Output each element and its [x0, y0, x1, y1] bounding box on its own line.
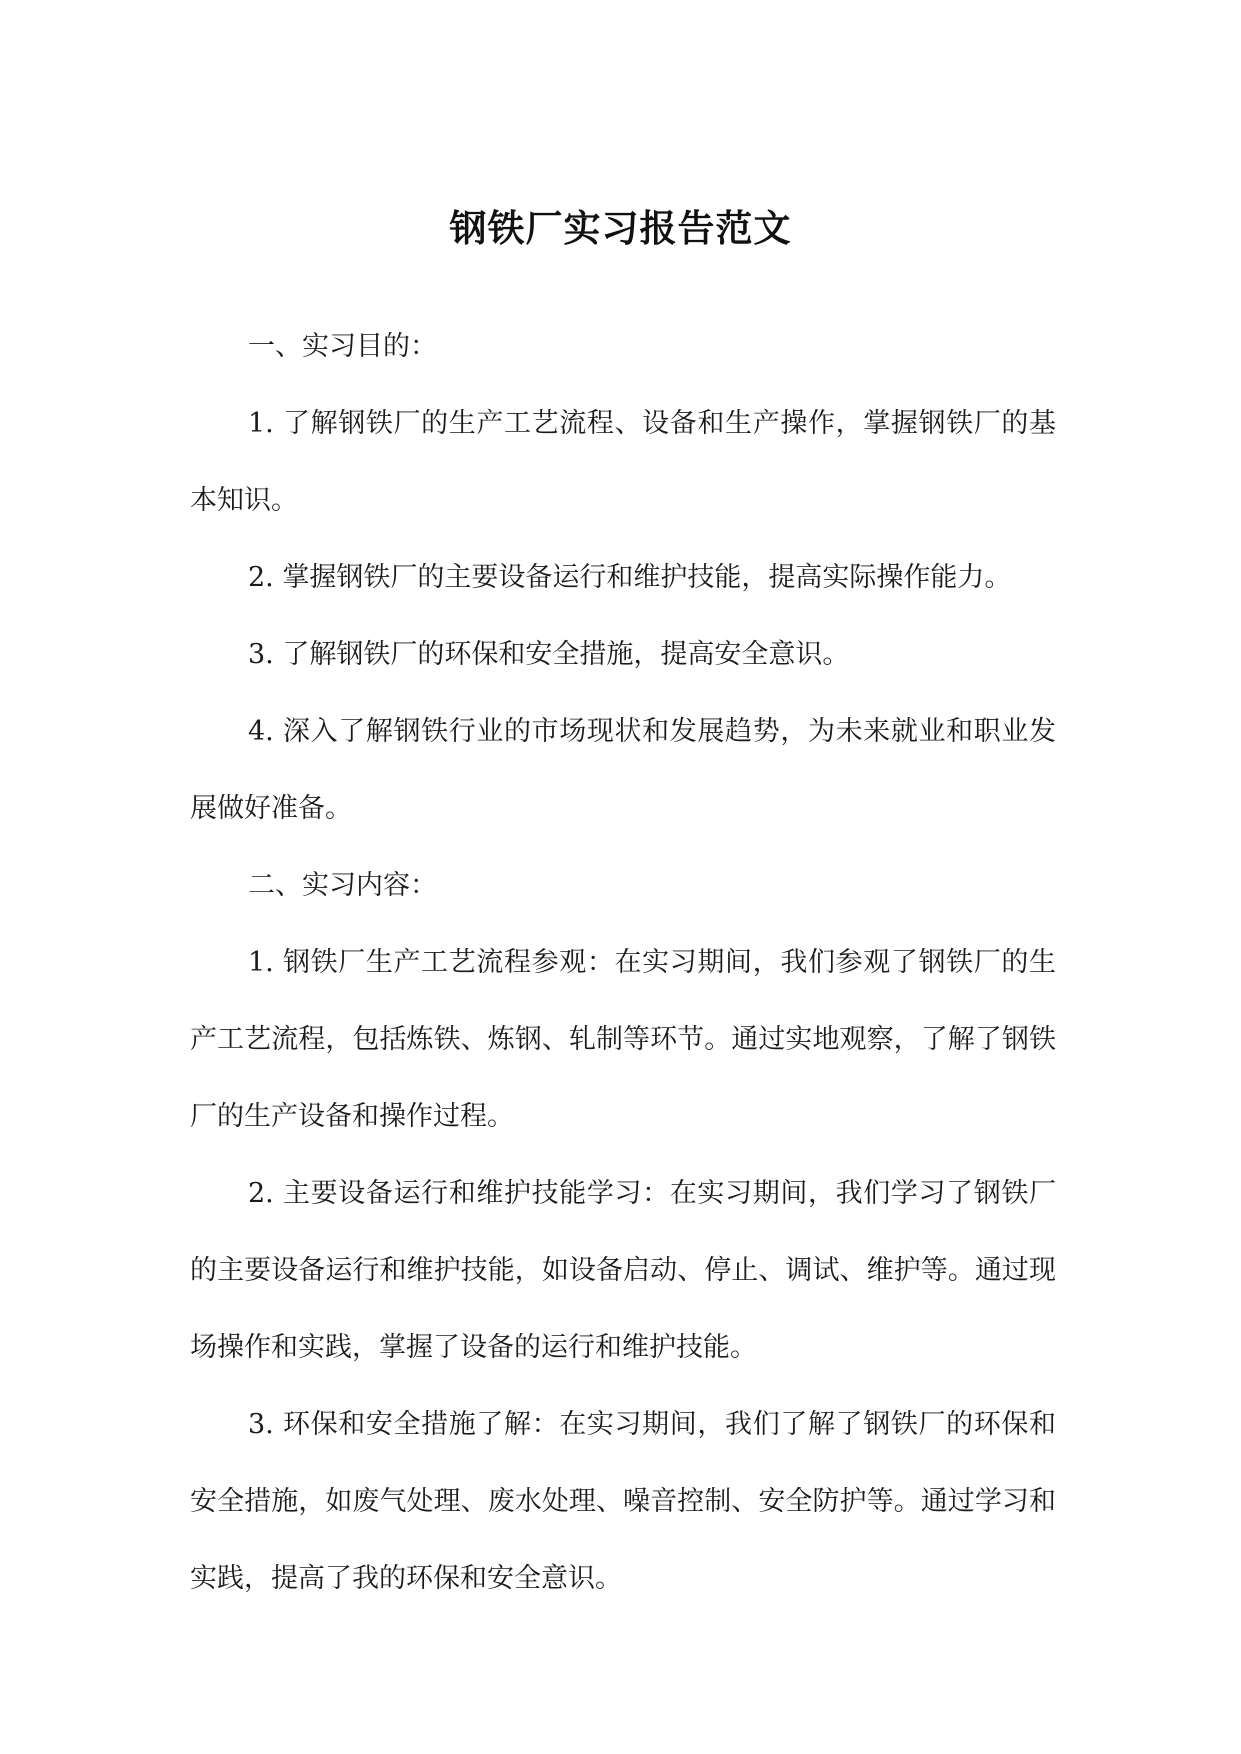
purpose-item-2: 2. 掌握钢铁厂的主要设备运行和维护技能，提高实际操作能力。 [248, 562, 1012, 593]
content-item-3: 3. 环保和安全措施了解：在实习期间，我们了解了钢铁厂的环保和安全措施，如废气处理、废水处理、噪音控制、安全防护等。通过学习和实践，提高了我的环保和安全意识。 [190, 1409, 1056, 1594]
content-item-1: 1. 钢铁厂生产工艺流程参观：在实习期间，我们参观了钢铁厂的生产工艺流程，包括炼铁、炼钢、轧制等环节。通过实地观察，了解了钢铁厂的生产设备和操作过程。 [190, 947, 1056, 1132]
document-title: 钢铁厂实习报告范文 [449, 205, 792, 250]
document-body [190, 308, 1056, 1617]
section-heading-content: 二、实习内容： [248, 870, 437, 901]
purpose-item-3: 3. 了解钢铁厂的环保和安全措施，提高安全意识。 [248, 639, 850, 670]
section-heading-purpose: 一、实习目的： [248, 331, 437, 362]
purpose-item-4: 4. 深入了解钢铁行业的市场现状和发展趋势，为未来就业和职业发展做好准备。 [190, 716, 1056, 824]
purpose-item-1: 1. 了解钢铁厂的生产工艺流程、设备和生产操作，掌握钢铁厂的基本知识。 [190, 408, 1056, 516]
content-item-2: 2. 主要设备运行和维护技能学习：在实习期间，我们学习了钢铁厂的主要设备运行和维护技能，如设备启动、停止、调试、维护等。通过现场操作和实践，掌握了设备的运行和维护技能。 [190, 1178, 1056, 1363]
